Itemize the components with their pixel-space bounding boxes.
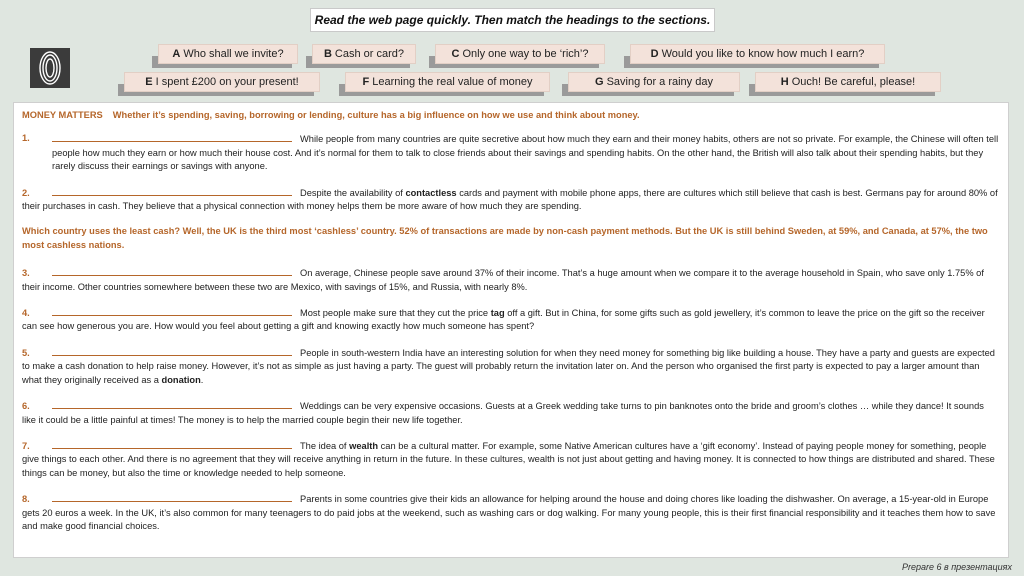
heading-d[interactable]	[630, 44, 885, 62]
section-number: 2.	[22, 187, 30, 198]
heading-e[interactable]	[124, 72, 320, 90]
heading-letter: B	[323, 48, 332, 60]
answer-blank[interactable]	[52, 439, 292, 449]
section-2	[22, 186, 1000, 214]
section-7	[22, 439, 1000, 480]
heading-h[interactable]	[755, 72, 941, 90]
instruction-banner: Read the web page quickly. Then match the headings to the sections.	[310, 8, 715, 32]
article-title: MONEY MATTERS	[22, 110, 103, 120]
answer-blank[interactable]	[52, 492, 292, 502]
section-3	[22, 266, 1000, 294]
vocab-word: donation	[161, 374, 201, 385]
heading-text: Ouch! Be careful, please!	[791, 76, 916, 88]
vocab-word: contactless	[405, 187, 457, 198]
article-subtitle: Whether it’s spending, saving, borrowing or lending, culture has a big influence on how we use and think about money.	[112, 110, 640, 120]
section-8	[22, 492, 1000, 533]
callout-text: Which country uses the least cash? Well, the UK is the third most ‘cashless’ country. 52% of transactions are made by non-cash payment methods. But the UK is still behind Sweden, at 59%, and Canada, at 57%, the two most cashless nations.	[22, 226, 988, 250]
section-text-after: .	[200, 374, 204, 385]
heading-text: Would you like to know how much I earn?	[661, 48, 865, 60]
section-number: 3.	[22, 268, 30, 279]
section-text: Most people make sure that they cut the price	[300, 308, 489, 319]
section-4	[22, 306, 1000, 334]
answer-blank[interactable]	[52, 132, 292, 142]
section-number: 5.	[22, 347, 30, 358]
heading-a[interactable]	[158, 44, 298, 62]
section-number: 6.	[22, 401, 30, 412]
answer-blank[interactable]	[52, 266, 292, 276]
heading-f[interactable]	[345, 72, 550, 90]
section-text-after: cards and payment with mobile phone apps, there are cultures which still believe that cash is best. Germans pay for around 80% of their purchases in cash. They believe that a physical connection with money helps them be more aware of how much they are spending.	[22, 187, 998, 212]
section-text-after: off a gift. But in China, for some gifts such as gold jewellery, it’s common to leave the price on the gift so the receiver can see how generous you are. How would you feel about getting a gift and knowing exactly how much someone has spent?	[22, 308, 985, 332]
section-number: 1.	[22, 133, 30, 144]
section-text: On average, Chinese people save around 37% of their income. That’s a huge amount when we compare it to the average household in Spain, who save only 1.75% of their income. Other countries somewhere between these two are Mexico, with savings of 15%, and Russia, with nearly 8%.	[22, 268, 984, 292]
section-text: Parents in some countries give their kids an allowance for helping around the house and doing chores like loading the dishwasher. On average, a 15-year-old in Europe gets 20 euros a week. In the UK, it’s also common for many teenagers to do paid jobs at the weekend, such as washing cars or dog walking. For many young people, this is their first financial responsibility and it teaches them how to save and make good financial choices.	[22, 494, 996, 531]
section-number: 4.	[22, 308, 30, 319]
heading-text: Who shall we invite?	[183, 48, 284, 60]
answer-blank[interactable]	[52, 399, 292, 409]
answer-blank[interactable]	[52, 186, 292, 196]
section-number: 8.	[22, 494, 30, 505]
heading-letter: E	[145, 76, 153, 88]
section-number: 7.	[22, 440, 30, 451]
heading-c[interactable]	[435, 44, 605, 62]
section-text: People in south-western India have an interesting solution for when they need money for something big like building a house. They have a party and guests are expected to make a cash donation to help raise money. However, it’s not as simple as just having a party. The guest will probably return the invitation later on. And the person who organised the first party is expected to pay a larger amount than what they originally received as a	[22, 347, 995, 385]
answer-blank[interactable]	[52, 346, 292, 356]
heading-letter: G	[595, 76, 604, 88]
answer-blank[interactable]	[52, 306, 292, 316]
vocab-word: tag	[490, 308, 505, 319]
article-panel	[13, 102, 1009, 558]
heading-text: Learning the real value of money	[372, 76, 533, 88]
vocab-word: wealth	[349, 440, 379, 451]
heading-g[interactable]	[568, 72, 740, 90]
section-text: The idea of	[300, 440, 347, 451]
section-text: Weddings can be very expensive occasions. Guests at a Greek wedding take turns to pin banknotes onto the bride and groom’s clothes … while they dance! It sounds like it could be a little painful at times! The money is to help the married couple begin their new life together.	[22, 401, 984, 425]
heading-letter: C	[451, 48, 460, 60]
heading-letter: D	[650, 48, 659, 60]
section-1	[22, 132, 1000, 173]
heading-b[interactable]	[312, 44, 416, 62]
section-text: Despite the availability of	[300, 187, 403, 198]
heading-letter: A	[172, 48, 181, 60]
section-6	[22, 399, 1000, 427]
footer-caption: Prepare 6 в презентациях	[902, 562, 1012, 572]
section-text-after: can be a cultural matter. For example, some Native American cultures have a ‘gift economy’. Instead of paying people money for something, people give things to each other. And there is no agreement that they will receive anything in return in the future. In these cultures, wealth is not just about getting and having money. It is connected to how things are distributed and shared. These things can be money, but also the time or knowledge needed to help someone.	[22, 440, 995, 478]
heading-text: Only one way to be ‘rich’?	[462, 48, 589, 60]
heading-text: Cash or card?	[334, 48, 405, 60]
section-body	[52, 132, 1000, 173]
heading-letter: H	[780, 76, 789, 88]
article-title-line	[22, 109, 1000, 122]
logo-icon	[30, 48, 70, 88]
heading-text: I spent £200 on your present!	[155, 76, 299, 88]
heading-letter: F	[362, 76, 370, 88]
section-5	[22, 346, 1000, 387]
heading-text: Saving for a rainy day	[606, 76, 713, 88]
section-text: While people from many countries are quite secretive about how much they earn and their money habits, others are not so private. For example, the Chinese will often tell people how much they earn or how much their house cost. And it’s normal for them to talk to close friends about their savings and spending habits. On the other hand, the British will also talk about their spending habits, but they rarely discuss their earnings or savings with anyone.	[52, 134, 999, 172]
